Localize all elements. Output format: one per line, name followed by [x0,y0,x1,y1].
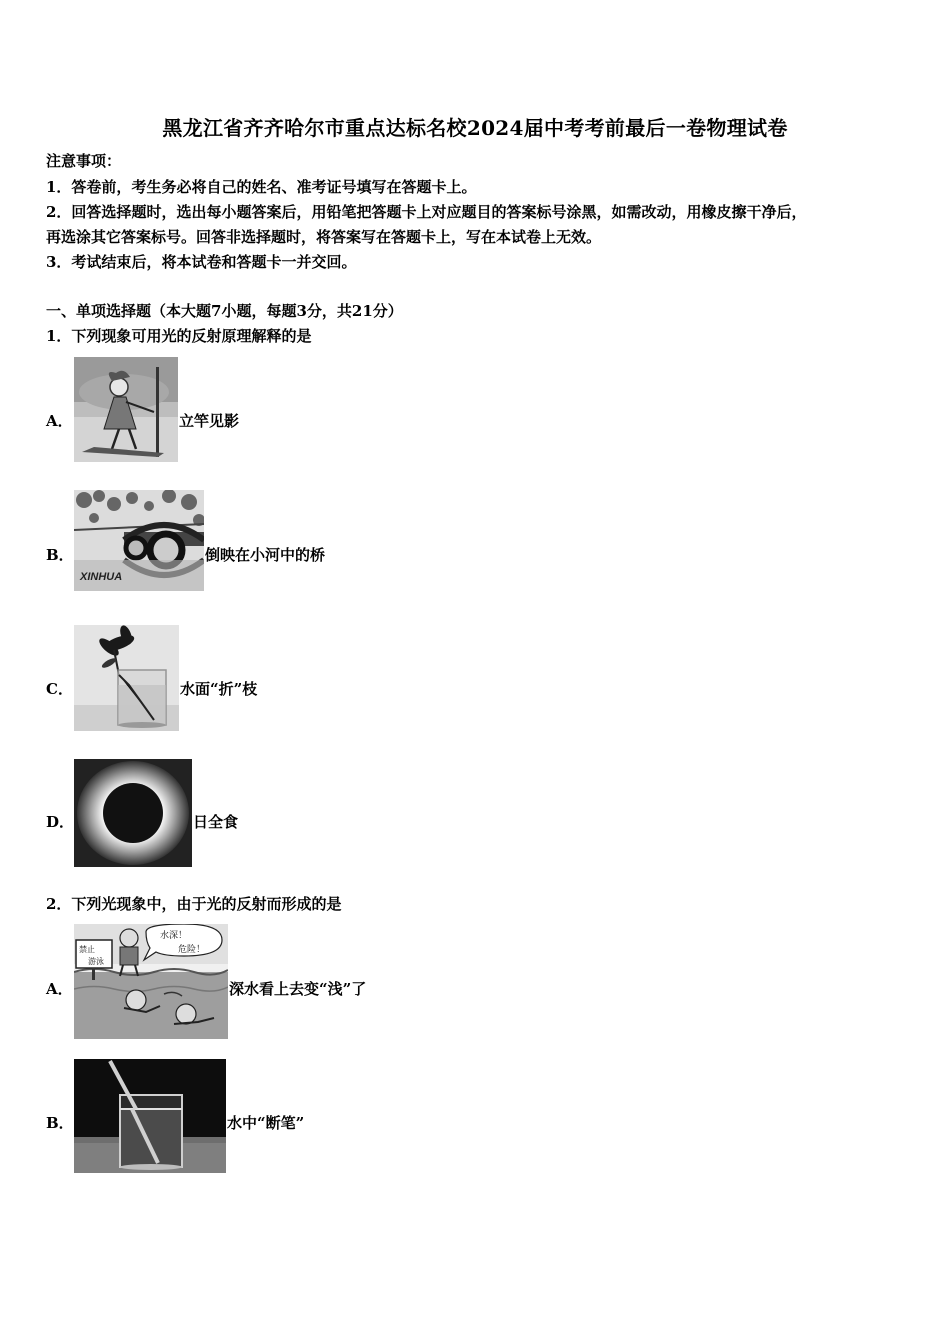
question-2-stem: 2．下列光现象中，由于光的反射而形成的是 [46,895,342,913]
section-heading: 一、单项选择题（本大题7小题，每题3分，共21分） [46,302,403,320]
q2-option-b-letter: B． [46,1114,74,1132]
q1-option-d-text: 日全食 [193,813,239,831]
q2-option-b-text: 水中“断笔” [227,1114,305,1132]
q2-option-a-text: 深水看上去变“浅”了 [229,980,367,998]
q2-option-a-letter: A． [46,980,73,998]
deep-water-cartoon-image [74,924,228,1039]
svg-text:游泳: 游泳 [88,957,104,966]
q1-option-b-text: 倒映在小河中的桥 [205,546,326,564]
notice-item-3: 3．考试结束后，将本试卷和答题卡一并交回。 [46,253,357,271]
q1-option-a-text: 立竿见影 [179,412,240,430]
girl-with-pole-shadow-image [74,357,178,462]
flower-in-glass-image [74,625,179,731]
pencil-in-water-image [74,1059,226,1173]
q1-option-b-letter: B． [46,546,74,564]
xinhua-watermark: XINHUA [80,571,123,583]
solar-eclipse-image [74,759,192,867]
q1-option-c-text: 水面“折”枝 [180,680,258,698]
question-1-stem: 1．下列现象可用光的反射原理解释的是 [46,327,312,345]
q1-option-d-letter: D． [46,813,75,831]
notice-item-2-cont: 再选涂其它答案标号。回答非选择题时，将答案写在答题卡上，写在本试卷上无效。 [46,228,602,246]
notice-item-1: 1．答卷前，考生务必将自己的姓名、准考证号填写在答题卡上。 [46,178,477,196]
notice-item-2: 2．回答选择题时，选出每小题答案后，用铅笔把答题卡上对应题目的答案标号涂黑，如需改动，用橡皮擦干净后， [46,203,807,221]
q1-option-c-letter: C． [46,680,73,698]
bubble-text: 水深！ [160,931,188,941]
q1-option-a-letter: A． [46,412,73,430]
page-title: 黑龙江省齐齐哈尔市重点达标名校2024届中考考前最后一卷物理试卷 [162,116,788,140]
notice-heading: 注意事项： [46,152,122,170]
sign-text: 禁止 [79,945,95,954]
svg-text:危险！: 危险！ [178,945,206,955]
bridge-reflection-image [74,490,204,591]
